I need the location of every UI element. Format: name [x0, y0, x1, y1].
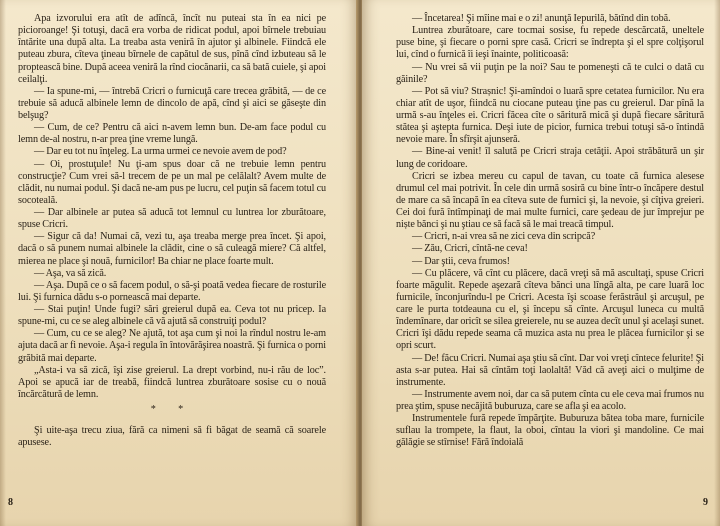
paragraph: Luntrea zburătoare, care tocmai sosise, fu repede descărcată, uneltele puse bine, şi fiecare o porni spre casă. Cricri se îndrepta şi el spre colţişorul lui, cînd o furnică îi ieşi înainte, politicoasă:: [396, 25, 704, 61]
paragraph: Apa izvorului era atît de adîncă, încît nu puteai sta în ea nici pe picioroange! Şi totuşi, dacă era vorba de ridicat podul, apoi bîrnele trebuiau întărite una după alta. La treaba asta veniră în ajutor şi albinele. Fiindcă ele puteau zbura, cîteva ţineau bîrnele de capătul de sus, pînă cînd izbuteau să le proptească bine. După aceea veniră la rînd ciocănarii, ca să bată cuiele, şi apoi ceilalţi.: [18, 13, 326, 85]
paragraph: — Oi, prostuţule! Nu ţi-am spus doar că ne trebuie lemn pentru construcţie? Cum vrei să-l trecem de pe un mal pe celălalt? Avem multe de clădit, nu numai podul. Şi dacă ne-am pus pe lucru, cel puţin să facem totul cu socoteală.: [18, 158, 326, 206]
paragraph: — Aşa, va să zică.: [34, 267, 107, 279]
paragraph: Instrumentele fură repede împărţite. Buburuza bătea toba mare, furnicile suflau la trompete, la flaut, la oboi, cîntau la viori şi mandoline. Ce mai gălăgie se stîrnise! Fără îndoială: [396, 413, 704, 449]
paragraph: — Instrumente avem noi, dar ca să putem cînta cu ele ceva mai frumos nu prea ştim, spuse necăjită buburuza, care se afla şi ea acolo.: [396, 388, 704, 412]
paragraph: — Zău, Cricri, cîntă-ne ceva!: [412, 243, 528, 255]
paragraph: — Aşa. După ce o să facem podul, o să-şi poată vedea fiecare de rosturile lui. Şi furnica dădu s-o pornească mai departe.: [18, 279, 326, 303]
paragraph: — Sigur că da! Numai că, vezi tu, aşa treaba merge prea încet. Şi apoi, dacă o să punem numai albinele la clădit, cine o să culeagă miere? Că altfel, mierea ne place şi nouă, furnicilor! Ba chiar ne place foarte mult.: [18, 231, 326, 267]
section-separator: * *: [150, 404, 194, 415]
page-edge-shadow: [714, 0, 720, 526]
paragraph: — Dar albinele ar putea să aducă tot lemnul cu luntrea lor zburătoare, spuse Cricri.: [18, 207, 326, 231]
right-page: [362, 0, 720, 526]
paragraph: — Pot să viu? Strașnic! Şi-amîndoi o luară spre cetatea furnicilor. Nu era chiar atît de uşor, fiindcă nu ciocane puteau ţine pas cu greierul. Dar pînă la urmă s-au înţeles ei. Cricri făcea cîte o săritură mică şi după fiecare săritură stătea şi aştepta furnica. Deşi iute de picior, furnica trebui totuşi să-o întindă nevoie mare. În sfîrşit ajunseră.: [396, 85, 704, 146]
paragraph: „Asta-i va să zică, îşi zise greierul. La drept vorbind, nu-i rău de loc”. Apoi se apucă iar de treabă, fiindcă luntrea zburătoare sosise cu o nouă încărcătură de lemn.: [18, 364, 326, 400]
right-page-text: [396, 13, 704, 450]
paragraph: Cricri se izbea mereu cu capul de tavan, cu toate că furnica alesese drumul cel mai potrivit. În cele din urmă sosiră cu bine într-o încăpere destul de mare ca să încapă în ea cîteva sute de furnici şi, la nevoie, şi cîţiva greieri. Cei doi fură întîmpinaţi de mai multe furnici, care şedeau de jur împrejur pe niște bănci şi nu ştiau ce să facă să le mai treacă timpul.: [396, 170, 704, 231]
paragraph: — Bine-ai venit! îl salută pe Cricri straja cetăţii. Apoi străbătură un şir lung de coridoare.: [396, 146, 704, 170]
paragraph: — Cum, de ce? Pentru că aici n-avem lemn bun. De-am face podul cu lemn de-al nostru, n-ar prea ţine vreme lungă.: [18, 122, 326, 146]
paragraph: — Încetarea! Şi mîine mai e o zi! anunţă Iepurilă, bătînd din tobă.: [412, 13, 671, 24]
paragraph: — Cu plăcere, vă cînt cu plăcere, dacă vreţi să mă ascultaţi, spuse Cricri foarte măgulit. Repede aşezară cîteva bănci una lîngă alta, pe care luară loc furnicile, înconjurîndu-l pe Cricri. Acesta îşi scoase ferăstrăul şi arcuşul, pe care le purta totdeauna cu el, şi începu să cînte. Arcuşul luneca cu multă îndemînare, dar oricît se silea greierele, nu se auzea decît unul şi acelaşi sunet. Cricri îşi dădu repede seama că muzica asta nu prea le plăcea furnicilor şi se opri scurt.: [396, 267, 704, 352]
paragraph: — Dar eu tot nu înţeleg. La urma urmei ce nevoie avem de pod?: [34, 146, 287, 158]
paragraph: — Nu vrei să vii puţin pe la noi? Sau te pomeneşti că te culci o dată cu găinile?: [396, 61, 704, 85]
page-number-right: 9: [703, 497, 708, 508]
paragraph: — Ia spune-mi, — întrebă Cricri o furnicuţă care trecea grăbită, — de ce trebuie să aducă albinele lemn de dincolo de apă, cînd şi aici se găseşte din belşug?: [18, 85, 326, 121]
left-page-text: [18, 13, 326, 449]
left-page: [0, 0, 358, 526]
paragraph: — Stai puţin! Unde fugi? sări greierul după ea. Ceva tot nu pricep. Ia spune-mi, cu ce se aleg albinele că vă ajută să construiţi podul?: [18, 304, 326, 328]
paragraph: — Cricri, n-ai vrea să ne zici ceva din scripcă?: [412, 231, 596, 243]
paragraph: — De! făcu Cricri. Numai aşa ştiu să cînt. Dar voi vreţi cîntece felurite! Şi asta s-ar putea. Hai să cîntăm toţi laolaltă! Văd că aveţi aici o mulţime de instrumente.: [396, 352, 704, 388]
page-edge-shadow: [0, 0, 6, 526]
paragraph: — Cum, cu ce se aleg? Ne ajută, tot aşa cum şi noi la rîndul nostru le-am ajuta dacă ar fi nevoie. Aşa-i regula în întovărăşirea noastră. Şi furnica o porni grăbită mai departe.: [18, 328, 326, 364]
closing-paragraph: Şi uite-aşa trecu ziua, fără ca nimeni să fi băgat de seamă că soarele apusese.: [18, 425, 326, 449]
page-number-left: 8: [8, 497, 13, 508]
paragraph: — Dar ştii, ceva frumos!: [412, 255, 510, 267]
